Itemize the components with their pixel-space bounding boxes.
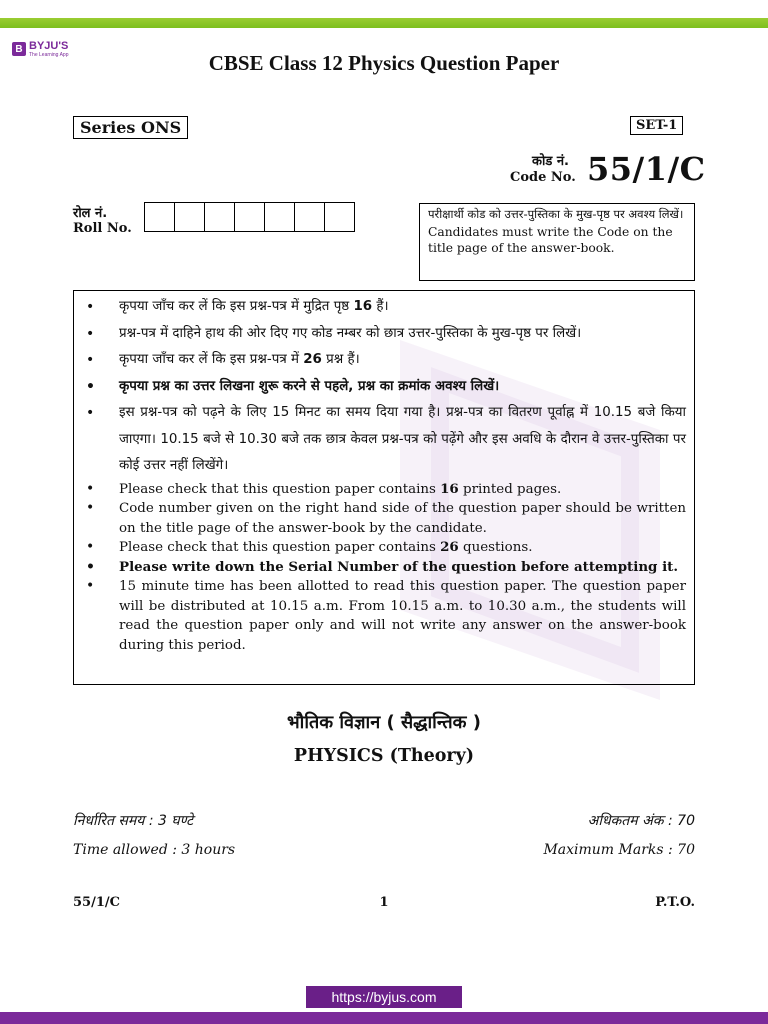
instruction-hindi-code: • प्रश्न-पत्र में दाहिने हाथ की ओर दिए गए कोड नम्बर को छात्र उत्तर-पुस्तिका के मुख-पृष्ठ पर लिखें। [82,321,686,348]
instruction-hindi-reading-time: • इस प्रश्न-पत्र को पढ़ने के लिए 15 मिनट का समय दिया गया है। प्रश्न-पत्र का वितरण पूर्वाह्न में 10.15 बजे किया जाएगा। 10.15 बजे से 10.30 बजे तक छात्र केवल प्रश्न-पत्र को पढ़ेंगे और इस अवधि के दौरान वे उत्तर-पुस्तिका पर कोई उत्तर नहीं लिखेंगे। [82,400,686,480]
bottom-accent-bar [0,1012,768,1024]
time-allowed-english: Time allowed : 3 hours [73,842,236,858]
instructions-box [73,290,695,685]
byjus-logo-name: BYJU'S [29,40,69,52]
instruction-hindi-questions: • कृपया जाँच कर लें कि इस प्रश्न-पत्र में 26 प्रश्न हैं। [82,347,686,374]
set-label: SET-1 [630,116,683,135]
page-title: CBSE Class 12 Physics Question Paper [208,51,560,75]
instruction-english-pages: • Please check that this question paper contains 16 printed pages. [82,480,686,500]
instruction-english-serial: • Please write down the Serial Number of the question before attempting it. [82,558,686,578]
code-label-english: Code No. [510,170,576,185]
page-number: 1 [379,895,389,910]
series-label: Series ONS [73,116,188,139]
roll-cell[interactable] [235,202,265,232]
instruction-english-questions: • Please check that this question paper contains 26 questions. [82,538,686,558]
roll-cell[interactable] [175,202,205,232]
code-number: 55/1/C [587,150,706,188]
roll-label-english: Roll No. [73,221,132,236]
roll-cell[interactable] [325,202,355,232]
instructions-list [82,294,686,655]
subject-title-hindi: भौतिक विज्ञान ( सैद्धान्तिक ) [287,712,481,733]
roll-cell[interactable] [145,202,175,232]
byjus-url-link[interactable]: https://byjus.com [306,986,462,1008]
subject-title-english: PHYSICS (Theory) [293,746,475,766]
code-note-english: Candidates must write the Code on the title page of the answer-book. [428,225,673,255]
top-accent-bar [0,18,768,28]
maximum-marks-hindi: अधिकतम अंक : 70 [587,813,695,829]
byjus-logo-mark: B [12,42,26,56]
instruction-english-reading-time: • 15 minute time has been allotted to read this question paper. The question paper will be distributed at 10.15 a.m. From 10.15 a.m. to 10.30 a.m., the students will read the question paper only and will not write any answer on the answer-book during this period. [82,577,686,655]
footer-code: 55/1/C [73,895,120,910]
pto-label: P.T.O. [655,895,695,910]
code-label-hindi: कोड नं. [532,154,569,169]
code-note-hindi: परीक्षार्थी कोड को उत्तर-पुस्तिका के मुख-पृष्ठ पर अवश्य लिखें। [428,207,684,221]
time-allowed-hindi: निर्धारित समय : 3 घण्टे [73,813,194,829]
roll-cell[interactable] [295,202,325,232]
roll-cell[interactable] [265,202,295,232]
instruction-hindi-serial: • कृपया प्रश्न का उत्तर लिखना शुरू करने से पहले, प्रश्न का क्रमांक अवश्य लिखें। [82,374,686,401]
instruction-hindi-pages: • कृपया जाँच कर लें कि इस प्रश्न-पत्र में मुद्रित पृष्ठ 16 हैं। [82,294,686,321]
top-band [0,0,768,20]
instruction-english-code: • Code number given on the right hand side of the question paper should be written on the title page of the answer-book by the candidate. [82,499,686,538]
roll-cell[interactable] [205,202,235,232]
code-instruction-box [419,203,695,281]
maximum-marks-english: Maximum Marks : 70 [543,842,695,858]
roll-number-boxes [144,202,355,232]
byjus-logo-tagline: The Learning App [29,52,69,58]
roll-label-hindi: रोल नं. [73,206,108,221]
